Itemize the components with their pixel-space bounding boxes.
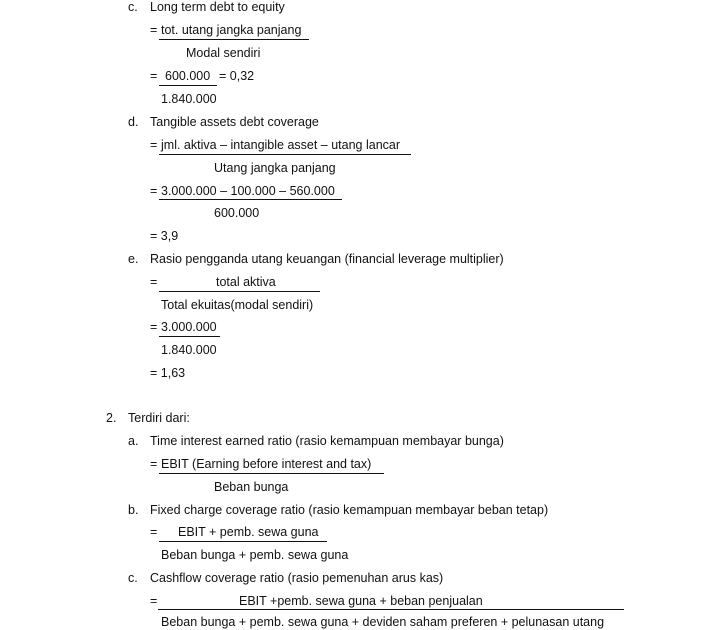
fraction-bar <box>159 39 309 40</box>
section-c-eq1-prefix: = <box>150 23 158 37</box>
section-d-result: = 3,9 <box>150 229 179 243</box>
item-2a-denominator: Beban bunga <box>214 480 289 494</box>
item-2a-numerator: EBIT (Earning before interest and tax) <box>161 457 372 471</box>
item-2b-numerator: EBIT + pemb. sewa guna <box>178 525 319 539</box>
section-d-letter: d. <box>128 115 139 129</box>
fraction-bar <box>159 199 342 200</box>
section-e-eq2-numerator: 3.000.000 <box>161 320 217 334</box>
section-d-eq2-prefix: = <box>150 184 158 198</box>
fraction-bar <box>159 291 320 292</box>
item-2c-numerator: EBIT +pemb. sewa guna + beban penjualan <box>239 594 483 608</box>
item-2c-letter: c. <box>128 571 138 585</box>
section-e-eq1-denominator: Total ekuitas(modal sendiri) <box>161 298 314 312</box>
fraction-bar <box>159 85 217 86</box>
section-c-title: Long term debt to equity <box>150 0 285 14</box>
fraction-bar <box>159 336 220 337</box>
section-c-eq1-denominator: Modal sendiri <box>186 46 261 60</box>
item-2-title: Terdiri dari: <box>128 411 190 425</box>
fraction-bar <box>159 473 384 474</box>
section-c-eq2-prefix: = <box>150 69 158 83</box>
item-2a-title: Time interest earned ratio (rasio kemampuan membayar bunga) <box>150 434 504 448</box>
section-e-letter: e. <box>128 252 139 266</box>
section-d-eq1-denominator: Utang jangka panjang <box>214 161 336 175</box>
section-d-eq1-numerator: jml. aktiva – intangible asset – utang lancar <box>161 138 401 152</box>
section-e-eq1-numerator: total aktiva <box>216 275 276 289</box>
item-2b-title: Fixed charge coverage ratio (rasio kemampuan membayar beban tetap) <box>150 503 549 517</box>
section-c-eq1-numerator: tot. utang jangka panjang <box>161 23 302 37</box>
section-c-eq2-denominator: 1.840.000 <box>161 92 217 106</box>
fraction-bar <box>159 541 327 542</box>
section-e-title: Rasio pengganda utang keuangan (financial leverage multiplier) <box>150 252 504 266</box>
item-2c-prefix: = <box>150 594 158 608</box>
item-2a-letter: a. <box>128 434 139 448</box>
section-d-title: Tangible assets debt coverage <box>150 115 319 129</box>
section-c-eq2-result: = 0,32 <box>219 69 255 83</box>
section-c-eq2-numerator: 600.000 <box>165 69 211 83</box>
section-e-result: = 1,63 <box>150 366 186 380</box>
section-d-eq1-prefix: = <box>150 138 158 152</box>
item-2a-prefix: = <box>150 457 158 471</box>
item-2b-denominator: Beban bunga + pemb. sewa guna <box>161 548 349 562</box>
section-d-eq2-denominator: 600.000 <box>214 206 260 220</box>
section-c-letter: c. <box>128 0 138 14</box>
item-2c-denominator: Beban bunga + pemb. sewa guna + deviden saham preferen + pelunasan utang <box>161 615 605 629</box>
fraction-bar <box>158 609 624 610</box>
item-2-number: 2. <box>106 411 117 425</box>
section-e-eq2-prefix: = <box>150 320 158 334</box>
section-e-eq1-prefix: = <box>150 275 158 289</box>
section-e-eq2-denominator: 1.840.000 <box>161 343 217 357</box>
section-d-eq2-numerator: 3.000.000 – 100.000 – 560.000 <box>161 184 335 198</box>
item-2b-prefix: = <box>150 525 158 539</box>
item-2b-letter: b. <box>128 503 139 517</box>
item-2c-title: Cashflow coverage ratio (rasio pemenuhan arus kas) <box>150 571 444 585</box>
fraction-bar <box>159 154 411 155</box>
